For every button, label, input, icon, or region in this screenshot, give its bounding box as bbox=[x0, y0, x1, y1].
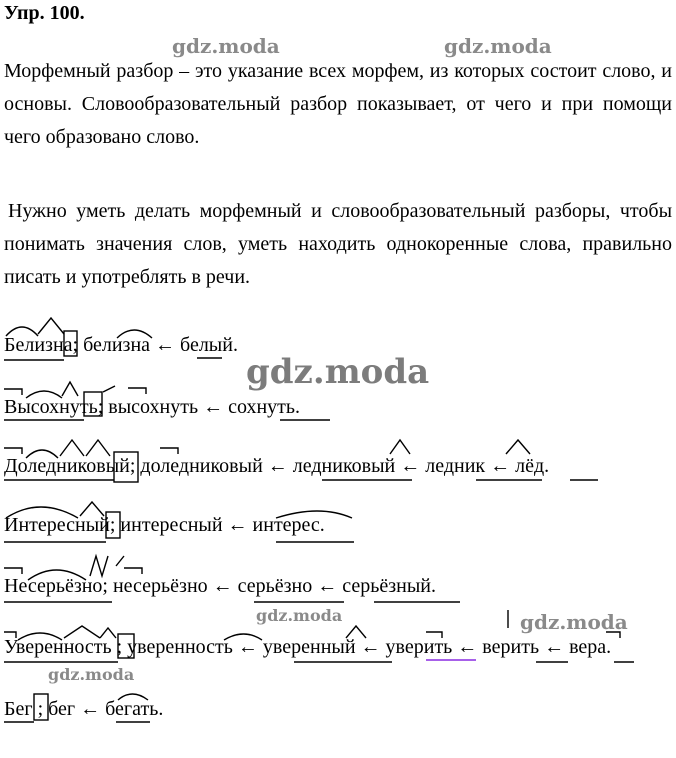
analysis-line-belizna: Белизна; белизна ← белый. bbox=[4, 334, 238, 356]
analysis-line-interesny: Интересный; интересный ← интерес. bbox=[4, 514, 325, 536]
suffix-caret-mark bbox=[390, 440, 410, 454]
watermark: gdz.moda bbox=[48, 665, 135, 684]
analysis-line-neseryozno: Несерьёзно; несерьёзно ← серьёзно ← серьёзный. bbox=[4, 575, 436, 597]
prefix-mark bbox=[128, 388, 146, 394]
analysis-line-vysokhnut: Высохнуть; высохнуть ← сохнуть. bbox=[4, 396, 301, 418]
suffix-caret-mark bbox=[38, 318, 64, 334]
suffix-caret-mark bbox=[103, 386, 115, 392]
analysis-line-beg: Бег ; бег ← бегать. bbox=[4, 698, 164, 720]
paragraph-definition: Морфемный разбор – это указание всех морфем, из которых состоит слово, и основы. Словообразовательный разбор показывает, от чего и при помощи чего образовано слово. bbox=[4, 60, 672, 148]
watermark: gdz.moda bbox=[246, 352, 430, 392]
suffix-caret-mark bbox=[506, 440, 530, 454]
watermark: gdz.moda bbox=[520, 610, 628, 634]
watermark: gdz.moda bbox=[256, 606, 343, 625]
analysis-line-uverennost: Уверенность ; уверенность ← уверенный ← уверить ← верить ← вера. bbox=[4, 636, 612, 658]
paragraph-purpose: Нужно уметь делать морфемный и словообразовательный разборы, чтобы понимать значения слов, уметь находить однокоренные слова, правильно писать и употреблять в речи. bbox=[4, 200, 672, 288]
suffix-caret-mark bbox=[62, 382, 78, 396]
watermark: gdz.moda bbox=[172, 34, 280, 58]
analysis-line-doled: Доледниковый; доледниковый ← ледниковый ← ледник ← лёд. bbox=[4, 455, 550, 477]
suffix-caret-mark bbox=[90, 556, 108, 576]
exercise-title: Упр. 100. bbox=[4, 2, 85, 24]
suffix-caret-mark bbox=[116, 556, 124, 566]
watermark: gdz.moda bbox=[444, 34, 552, 58]
